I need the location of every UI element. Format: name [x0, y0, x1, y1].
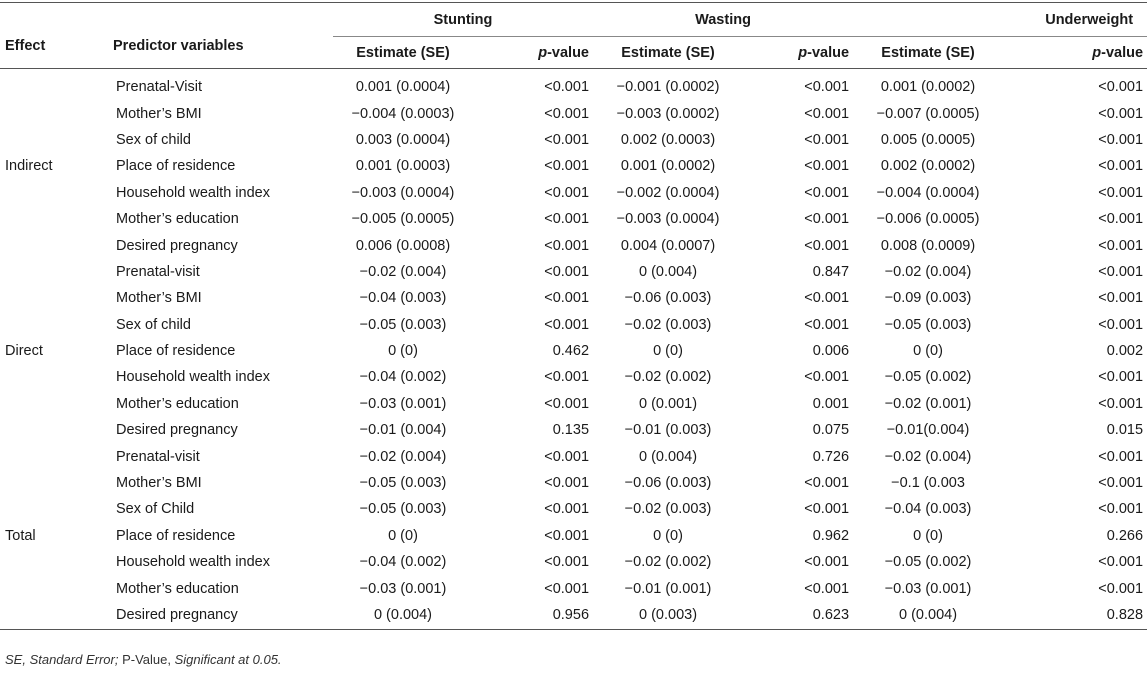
underweight-estimate-cell: −0.05 (0.003) [884, 316, 972, 333]
wasting-pvalue-cell: 0.962 [812, 527, 850, 544]
underweight-estimate-cell: 0 (0) [913, 527, 943, 544]
stunting-estimate-cell: 0.001 (0.0004) [355, 79, 451, 96]
effect-cell [0, 417, 113, 443]
underweight-estimate-cell: −0.05 (0.002) [884, 369, 972, 386]
table-row [0, 496, 1147, 522]
underweight-estimate-cell: 0.002 (0.0002) [880, 158, 976, 175]
underweight-estimate-cell: 0.008 (0.0009) [880, 237, 976, 254]
underweight-estimate-cell: 0 (0.004) [853, 602, 1003, 630]
predictor-cell: Sex of Child [116, 501, 195, 518]
wasting-estimate-cell: −0.002 (0.0004) [616, 184, 720, 201]
wasting-estimate-cell: −0.003 (0.0004) [616, 211, 720, 228]
stunting-pvalue-cell: 0.462 [552, 343, 590, 360]
predictor-cell: Prenatal-Visit [116, 79, 202, 96]
effect-cell [0, 100, 113, 126]
wasting-pvalue-cell: <0.001 [804, 105, 850, 122]
table-row [0, 285, 1147, 311]
wasting-pvalue-cell: <0.001 [804, 475, 850, 492]
table-row [0, 575, 1147, 601]
table-row [0, 443, 1147, 469]
wasting-pvalue-cell: <0.001 [804, 237, 850, 254]
wasting-estimate-cell: 0 (0.004) [638, 448, 698, 465]
header-group-stunting: Stunting [333, 3, 593, 37]
wasting-estimate-cell: −0.001 (0.0002) [616, 79, 720, 96]
header-estimate-underweight: Estimate (SE) [881, 44, 975, 61]
stunting-estimate-cell: −0.005 (0.0005) [351, 211, 455, 228]
stunting-pvalue-cell: <0.001 [544, 263, 590, 280]
underweight-estimate-cell: 0.005 (0.0005) [880, 131, 976, 148]
wasting-estimate-cell: 0 (0.001) [638, 395, 698, 412]
stunting-pvalue-cell: <0.001 [544, 554, 590, 571]
wasting-pvalue-cell: <0.001 [804, 554, 850, 571]
effect-cell [0, 364, 113, 390]
underweight-estimate-cell: −0.1 (0.003 [891, 475, 965, 492]
header-group-wasting: Wasting [593, 3, 853, 37]
underweight-pvalue-cell: <0.001 [1098, 316, 1144, 333]
stunting-estimate-cell: −0.003 (0.0004) [351, 184, 455, 201]
stunting-pvalue-cell: <0.001 [544, 131, 590, 148]
table-row [0, 602, 1147, 630]
underweight-pvalue-cell: <0.001 [1098, 79, 1144, 96]
predictor-cell: Place of residence [116, 527, 236, 544]
effect-cell [0, 496, 113, 522]
stunting-estimate-cell: 0 (0) [388, 343, 418, 360]
stunting-estimate-cell: −0.05 (0.003) [359, 475, 447, 492]
underweight-pvalue-cell: <0.001 [1098, 184, 1144, 201]
underweight-estimate-cell: −0.02 (0.004) [884, 263, 972, 280]
underweight-pvalue-cell: 0.828 [1003, 602, 1147, 630]
stunting-estimate-cell: −0.04 (0.003) [359, 290, 447, 307]
wasting-estimate-cell: 0 (0) [653, 343, 683, 360]
predictor-cell: Mother’s education [116, 211, 239, 228]
underweight-estimate-cell: −0.02 (0.001) [884, 395, 972, 412]
underweight-pvalue-cell: <0.001 [1098, 105, 1144, 122]
header-predictor: Predictor variables [113, 37, 244, 54]
wasting-pvalue-cell: <0.001 [804, 501, 850, 518]
predictor-cell: Desired pregnancy [116, 237, 238, 254]
predictor-cell: Household wealth index [116, 554, 270, 571]
stunting-estimate-cell: −0.02 (0.004) [359, 263, 447, 280]
underweight-estimate-cell: −0.04 (0.003) [884, 501, 972, 518]
table-row [0, 259, 1147, 285]
wasting-estimate-cell: 0.004 (0.0007) [620, 237, 716, 254]
stunting-pvalue-cell: <0.001 [544, 237, 590, 254]
effect-cell [0, 259, 113, 285]
stunting-estimate-cell: 0.001 (0.0003) [355, 158, 451, 175]
table-row [0, 523, 1147, 549]
stunting-estimate-cell: −0.04 (0.002) [359, 554, 447, 571]
predictor-cell: Mother’s BMI [116, 475, 202, 492]
table-row [0, 364, 1147, 390]
effect-cell [0, 206, 113, 232]
stunting-pvalue-cell: <0.001 [544, 580, 590, 597]
wasting-pvalue-cell: <0.001 [804, 316, 850, 333]
wasting-estimate-cell: 0 (0.003) [593, 602, 743, 630]
effect-cell [0, 285, 113, 311]
underweight-pvalue-cell: <0.001 [1098, 501, 1144, 518]
effect-cell [0, 69, 113, 101]
wasting-pvalue-cell: <0.001 [804, 211, 850, 228]
wasting-pvalue-cell: <0.001 [804, 369, 850, 386]
effect-cell: Direct [5, 343, 43, 360]
underweight-pvalue-cell: <0.001 [1098, 290, 1144, 307]
effect-cell [0, 312, 113, 338]
table-row [0, 338, 1147, 364]
stunting-pvalue-cell: <0.001 [544, 527, 590, 544]
table-row [0, 69, 1147, 101]
underweight-pvalue-cell: <0.001 [1098, 211, 1144, 228]
stunting-estimate-cell: −0.02 (0.004) [359, 448, 447, 465]
table-row [0, 312, 1147, 338]
predictor-cell: Household wealth index [116, 184, 270, 201]
underweight-estimate-cell: 0 (0) [913, 343, 943, 360]
wasting-estimate-cell: 0 (0) [653, 527, 683, 544]
effect-cell [0, 232, 113, 258]
underweight-estimate-cell: −0.02 (0.004) [884, 448, 972, 465]
stunting-pvalue-cell: 0.956 [473, 602, 593, 630]
underweight-pvalue-cell: <0.001 [1098, 158, 1144, 175]
predictor-cell: Mother’s BMI [116, 105, 202, 122]
wasting-pvalue-cell: 0.726 [812, 448, 850, 465]
predictor-cell: Mother’s BMI [116, 290, 202, 307]
underweight-pvalue-cell: <0.001 [1098, 554, 1144, 571]
wasting-estimate-cell: −0.02 (0.003) [624, 501, 712, 518]
underweight-estimate-cell: −0.007 (0.0005) [876, 105, 980, 122]
effect-cell [0, 575, 113, 601]
wasting-pvalue-cell: <0.001 [804, 184, 850, 201]
header-group-underweight: Underweight [853, 3, 1147, 37]
wasting-estimate-cell: −0.06 (0.003) [624, 290, 712, 307]
effect-cell [0, 470, 113, 496]
wasting-pvalue-cell: 0.006 [812, 343, 850, 360]
wasting-pvalue-cell: <0.001 [804, 580, 850, 597]
stunting-estimate-cell: −0.004 (0.0003) [351, 105, 455, 122]
effect-cell [0, 391, 113, 417]
results-table [0, 2, 1147, 630]
stunting-pvalue-cell: <0.001 [544, 316, 590, 333]
stunting-estimate-cell: −0.05 (0.003) [359, 501, 447, 518]
stunting-pvalue-cell: <0.001 [544, 184, 590, 201]
predictor-cell: Desired pregnancy [116, 422, 238, 439]
wasting-pvalue-cell: 0.623 [743, 602, 853, 630]
stunting-pvalue-cell: <0.001 [544, 211, 590, 228]
wasting-pvalue-cell: <0.001 [804, 79, 850, 96]
effect-cell: Indirect [5, 158, 53, 175]
wasting-pvalue-cell: 0.001 [812, 395, 850, 412]
table-row [0, 549, 1147, 575]
predictor-cell: Desired pregnancy [113, 602, 333, 630]
effect-cell: Total [5, 527, 36, 544]
underweight-pvalue-cell: <0.001 [1098, 369, 1144, 386]
stunting-pvalue-cell: <0.001 [544, 475, 590, 492]
underweight-estimate-cell: −0.05 (0.002) [884, 554, 972, 571]
predictor-cell: Sex of child [116, 131, 191, 148]
underweight-pvalue-cell: <0.001 [1098, 475, 1144, 492]
table-row [0, 100, 1147, 126]
header-pvalue-underweight: p-value [1092, 44, 1144, 61]
predictor-cell: Place of residence [116, 158, 236, 175]
header-estimate-wasting: Estimate (SE) [621, 44, 715, 61]
wasting-estimate-cell: −0.003 (0.0002) [616, 105, 720, 122]
underweight-pvalue-cell: <0.001 [1098, 448, 1144, 465]
wasting-estimate-cell: −0.02 (0.002) [624, 369, 712, 386]
stunting-estimate-cell: −0.03 (0.001) [359, 395, 447, 412]
stunting-pvalue-cell: <0.001 [544, 290, 590, 307]
table-body [0, 69, 1147, 630]
header-pvalue-wasting: p-value [798, 44, 850, 61]
underweight-pvalue-cell: 0.266 [1106, 527, 1144, 544]
stunting-pvalue-cell: <0.001 [544, 79, 590, 96]
table-row [0, 153, 1147, 179]
wasting-pvalue-cell: <0.001 [804, 290, 850, 307]
predictor-cell: Sex of child [116, 316, 191, 333]
effect-cell [0, 180, 113, 206]
header-pvalue-stunting: p-value [538, 44, 590, 61]
effect-cell [0, 602, 113, 630]
stunting-estimate-cell: 0 (0) [388, 527, 418, 544]
table-row [0, 180, 1147, 206]
underweight-pvalue-cell: <0.001 [1098, 237, 1144, 254]
stunting-pvalue-cell: <0.001 [544, 395, 590, 412]
table-row [0, 470, 1147, 496]
effect-cell [0, 549, 113, 575]
header-effect: Effect [5, 37, 46, 54]
wasting-estimate-cell: −0.01 (0.003) [624, 422, 712, 439]
underweight-pvalue-cell: 0.015 [1106, 422, 1144, 439]
effect-cell [0, 443, 113, 469]
underweight-pvalue-cell: <0.001 [1098, 395, 1144, 412]
stunting-estimate-cell: −0.04 (0.002) [359, 369, 447, 386]
stunting-pvalue-cell: <0.001 [544, 158, 590, 175]
underweight-pvalue-cell: <0.001 [1098, 263, 1144, 280]
underweight-estimate-cell: −0.09 (0.003) [884, 290, 972, 307]
effect-cell [0, 127, 113, 153]
stunting-pvalue-cell: <0.001 [544, 501, 590, 518]
wasting-pvalue-cell: <0.001 [804, 131, 850, 148]
table-footnote: SE, Standard Error; P-Value, Significant at 0.05. [5, 652, 282, 667]
predictor-cell: Prenatal-visit [116, 448, 200, 465]
predictor-cell: Place of residence [116, 343, 236, 360]
table-row [0, 391, 1147, 417]
stunting-estimate-cell: 0 (0.004) [333, 602, 473, 630]
table-row [0, 127, 1147, 153]
stunting-pvalue-cell: <0.001 [544, 369, 590, 386]
table-row [0, 417, 1147, 443]
underweight-pvalue-cell: <0.001 [1098, 580, 1144, 597]
underweight-estimate-cell: −0.03 (0.001) [884, 580, 972, 597]
underweight-estimate-cell: 0.001 (0.0002) [880, 79, 976, 96]
wasting-estimate-cell: −0.02 (0.002) [624, 554, 712, 571]
underweight-estimate-cell: −0.004 (0.0004) [876, 184, 980, 201]
table-row [0, 232, 1147, 258]
underweight-pvalue-cell: 0.002 [1106, 343, 1144, 360]
stunting-pvalue-cell: <0.001 [544, 448, 590, 465]
underweight-pvalue-cell: <0.001 [1098, 131, 1144, 148]
predictor-cell: Mother’s education [116, 580, 239, 597]
underweight-estimate-cell: −0.006 (0.0005) [876, 211, 980, 228]
wasting-pvalue-cell: <0.001 [804, 158, 850, 175]
wasting-estimate-cell: 0.001 (0.0002) [620, 158, 716, 175]
wasting-pvalue-cell: 0.075 [812, 422, 850, 439]
stunting-estimate-cell: −0.03 (0.001) [359, 580, 447, 597]
underweight-estimate-cell: −0.01(0.004) [886, 422, 970, 439]
wasting-estimate-cell: −0.02 (0.003) [624, 316, 712, 333]
wasting-estimate-cell: −0.06 (0.003) [624, 475, 712, 492]
stunting-estimate-cell: −0.01 (0.004) [359, 422, 447, 439]
header-estimate-stunting: Estimate (SE) [356, 44, 450, 61]
stunting-estimate-cell: 0.006 (0.0008) [355, 237, 451, 254]
stunting-estimate-cell: −0.05 (0.003) [359, 316, 447, 333]
stunting-estimate-cell: 0.003 (0.0004) [355, 131, 451, 148]
wasting-estimate-cell: 0.002 (0.0003) [620, 131, 716, 148]
wasting-pvalue-cell: 0.847 [812, 263, 850, 280]
stunting-pvalue-cell: 0.135 [552, 422, 590, 439]
predictor-cell: Mother’s education [116, 395, 239, 412]
wasting-estimate-cell: 0 (0.004) [638, 263, 698, 280]
table-row [0, 206, 1147, 232]
stunting-pvalue-cell: <0.001 [544, 105, 590, 122]
predictor-cell: Household wealth index [116, 369, 270, 386]
predictor-cell: Prenatal-visit [116, 263, 200, 280]
table-header [0, 3, 1147, 69]
wasting-estimate-cell: −0.01 (0.001) [624, 580, 712, 597]
